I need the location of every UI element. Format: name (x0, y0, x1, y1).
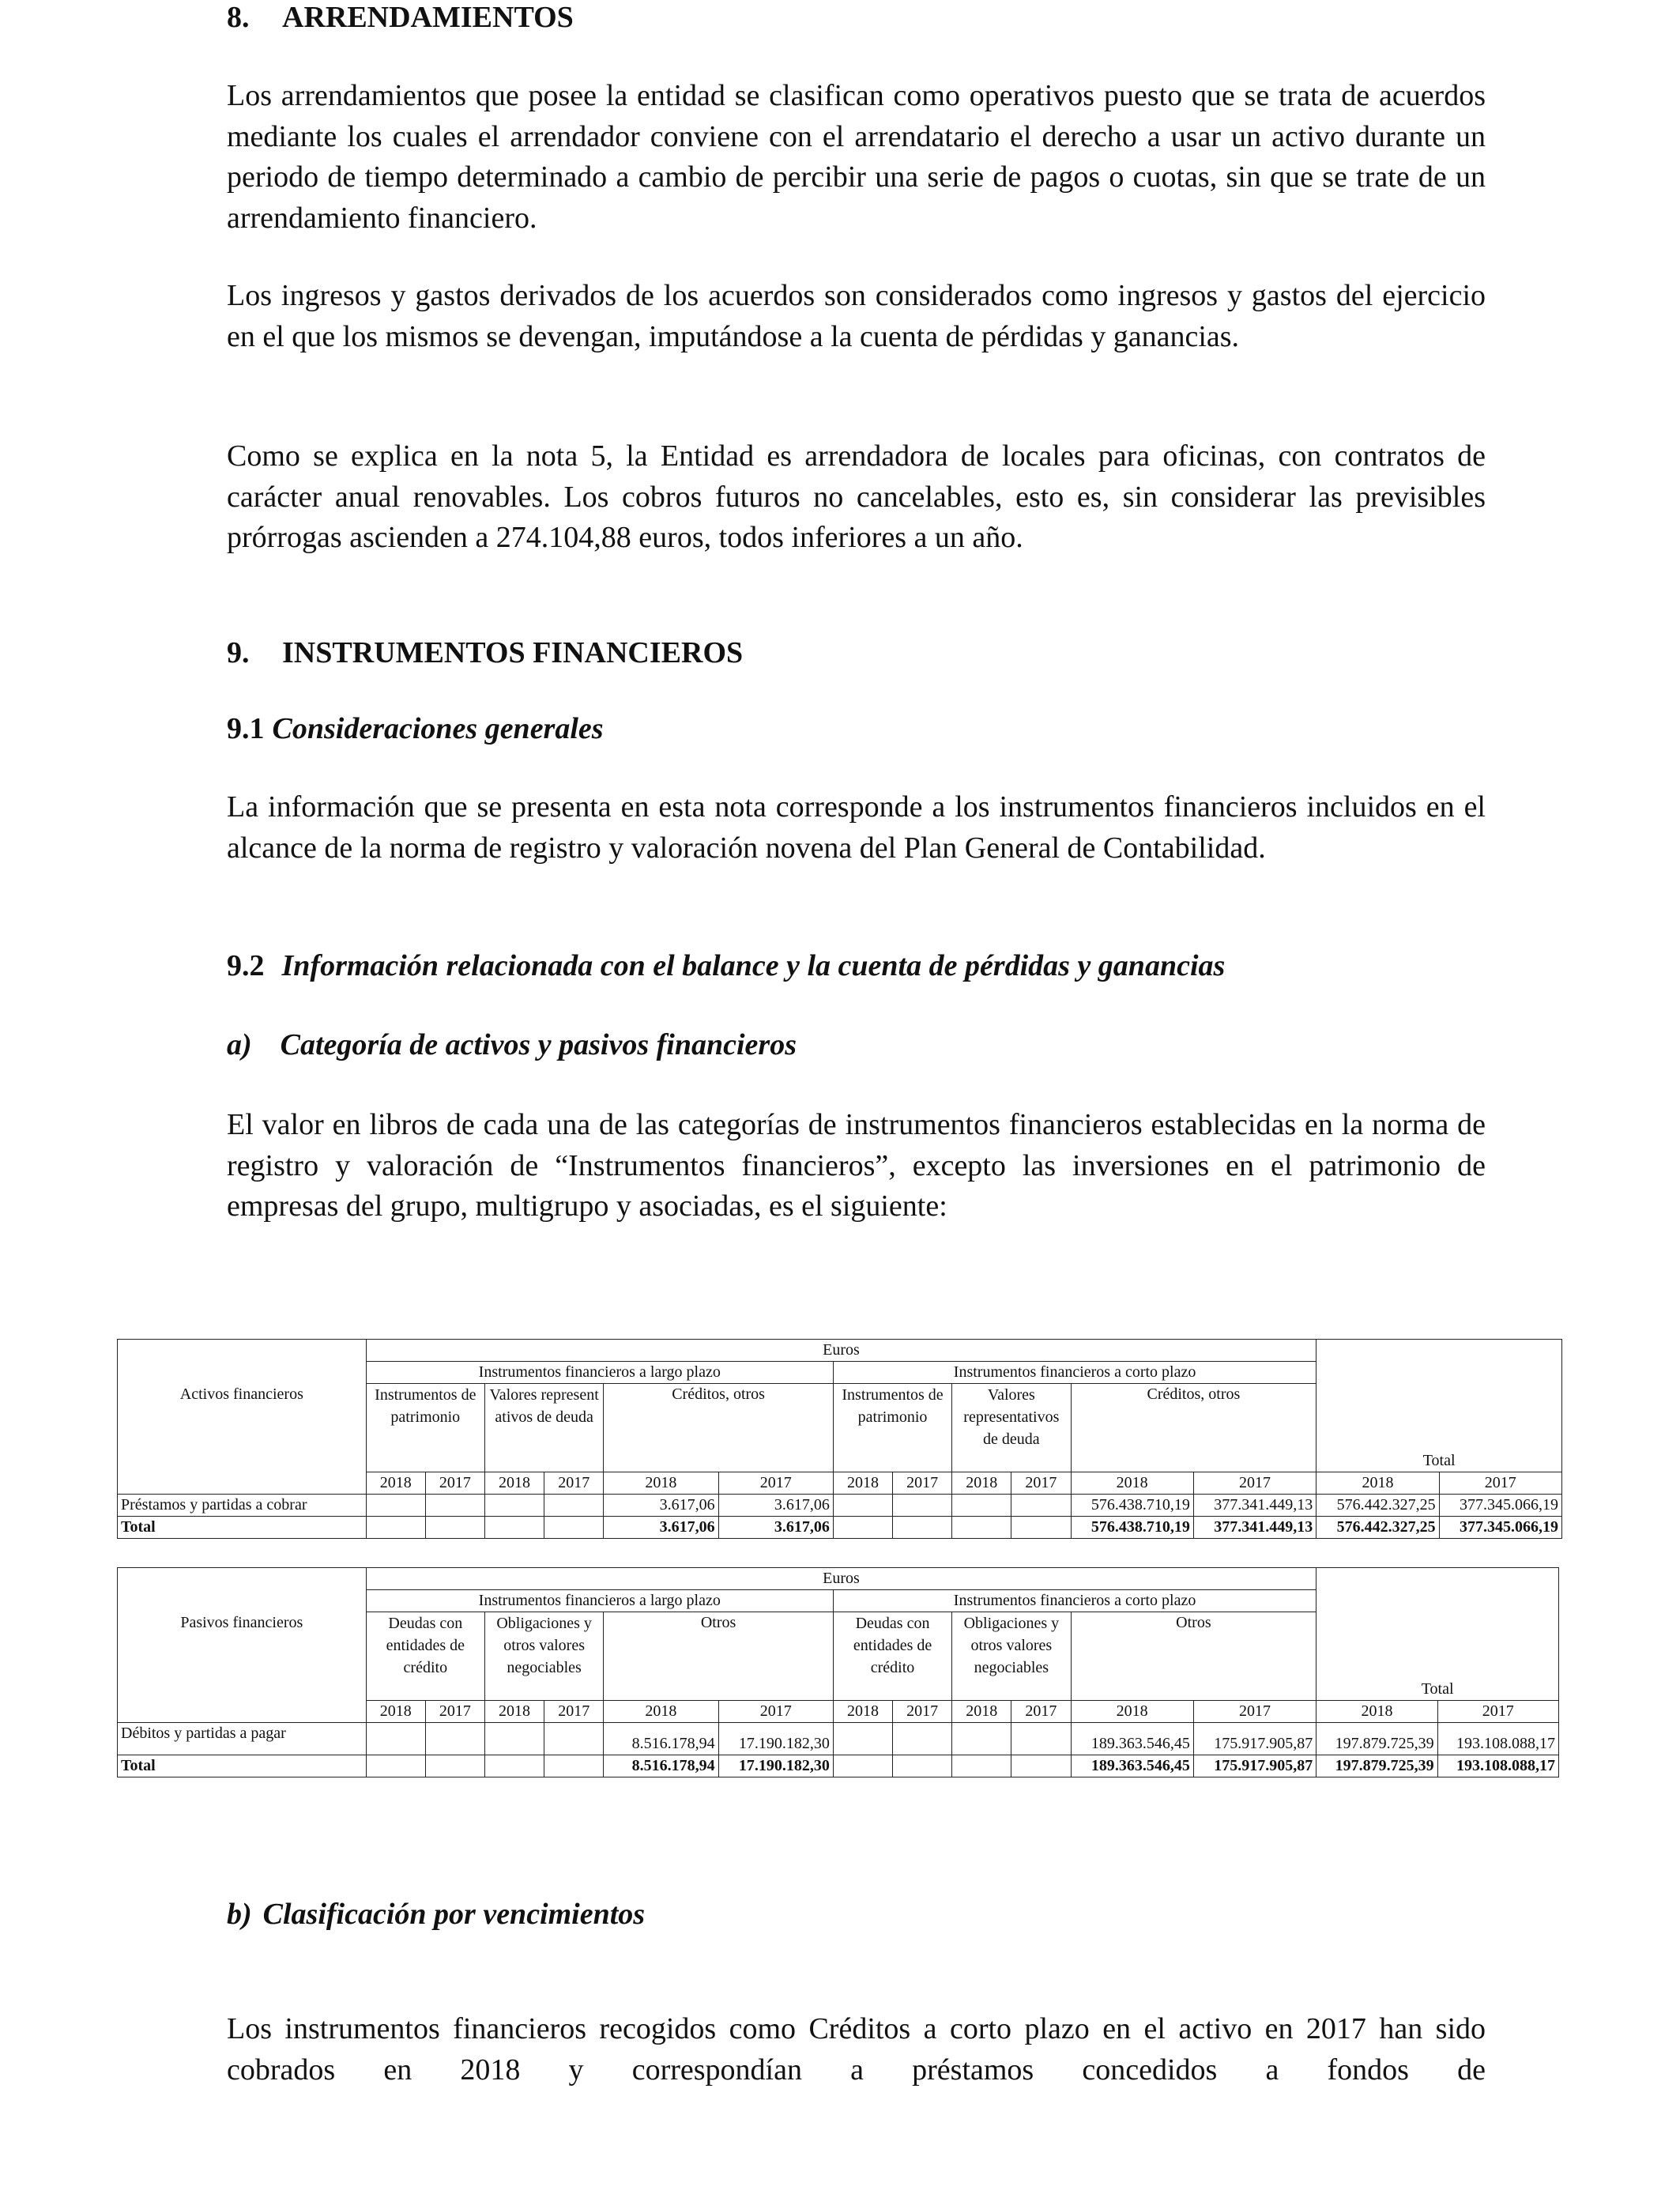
blank-cell (1317, 1340, 1562, 1362)
year-cell: 2017 (1437, 1700, 1558, 1722)
section-number: 9.2 (227, 949, 265, 982)
col-header-obligaciones-lp: Obligaciones y otros valores negociables (484, 1612, 603, 1701)
col-header-creditos-otros-lp: Créditos, otros (604, 1384, 834, 1472)
value-cell (366, 1516, 425, 1538)
year-cell: 2018 (1317, 1700, 1437, 1722)
year-cell: 2017 (893, 1472, 952, 1494)
section-title: Categoría de activos y pasivos financieros (280, 1028, 797, 1061)
blank-cell (1317, 1590, 1559, 1679)
year-cell: 2017 (1193, 1472, 1316, 1494)
year-cell: 2017 (1193, 1700, 1316, 1722)
table-total-row (118, 1755, 1559, 1777)
value-cell: 576.438.710,19 (1071, 1516, 1193, 1538)
year-cell: 2018 (366, 1700, 425, 1722)
value-cell (893, 1722, 952, 1755)
col-header-otros-lp: Otros (604, 1612, 834, 1701)
value-cell (544, 1494, 604, 1516)
col-header-obligaciones-cp: Obligaciones y otros valores negociables (952, 1612, 1071, 1701)
col-header-otros-cp: Otros (1071, 1612, 1317, 1701)
section-8-heading (227, 0, 574, 35)
paragraph-arrendamientos-1: Los arrendamientos que posee la entidad se clasifican como operativos puesto que se trata de acuerdos mediante los cuales el arrendador conviene con el arrendatario el derecho a usar un activo durante un periodo de tiempo determinado a cambio de percibir una serie de pagos o cuotas, sin que se trate de un arrendamiento financiero. (227, 79, 1486, 235)
year-cell: 2018 (952, 1472, 1011, 1494)
year-cell: 2018 (833, 1700, 892, 1722)
value-cell (1011, 1755, 1071, 1777)
row-header-cell: Pasivos financieros (118, 1568, 367, 1723)
col-header-instrumentos-patrimonio-lp: Instrumentos de patrimonio (366, 1384, 484, 1472)
value-cell: 193.108.088,17 (1437, 1755, 1558, 1777)
year-cell: 2017 (718, 1700, 833, 1722)
value-cell: 17.190.182,30 (718, 1755, 833, 1777)
value-cell (833, 1722, 892, 1755)
value-cell (425, 1494, 484, 1516)
value-cell: 197.879.725,39 (1317, 1722, 1437, 1755)
euros-header: Euros (366, 1340, 1317, 1362)
value-cell: 576.442.327,25 (1317, 1516, 1439, 1538)
col-header-total: Total (1317, 1679, 1559, 1701)
value-cell (484, 1755, 544, 1777)
year-cell: 2017 (425, 1472, 484, 1494)
value-cell: 8.516.178,94 (604, 1755, 718, 1777)
value-cell (425, 1722, 484, 1755)
blank-cell (1317, 1568, 1559, 1590)
value-cell (833, 1494, 892, 1516)
group-header-short: Instrumentos financieros a corto plazo (833, 1590, 1316, 1612)
value-cell (366, 1722, 425, 1755)
year-cell: 2018 (952, 1700, 1011, 1722)
value-cell: 189.363.546,45 (1071, 1722, 1193, 1755)
value-cell: 197.879.725,39 (1317, 1755, 1437, 1777)
value-cell (544, 1516, 604, 1538)
value-cell (1011, 1494, 1071, 1516)
year-cell: 2017 (893, 1700, 952, 1722)
paragraph-vencimientos: Los instrumentos financieros recogidos como Créditos a corto plazo en el activo en 2017 han sido cobrados en 2018 y correspondían a préstamos concedidos a fondos de (227, 2012, 1486, 2087)
year-cell: 2018 (366, 1472, 425, 1494)
year-cell: 2017 (1439, 1472, 1561, 1494)
row-label: Total (118, 1755, 367, 1777)
section-b-heading (227, 1897, 645, 1932)
year-cell: 2017 (425, 1700, 484, 1722)
value-cell: 189.363.546,45 (1071, 1755, 1193, 1777)
value-cell: 576.438.710,19 (1071, 1494, 1193, 1516)
paragraph-arrendamientos-3: Como se explica en la nota 5, la Entidad es arrendadora de locales para oficinas, con contratos de carácter anual renovables. Los cobros futuros no cancelables, esto es, sin considerar las previsibles prórrogas ascienden a 274.104,88 euros, todos inferiores a un año. (227, 439, 1486, 554)
row-header-cell: Activos financieros (118, 1340, 367, 1495)
year-cell: 2018 (484, 1700, 544, 1722)
value-cell: 3.617,06 (604, 1516, 718, 1538)
group-header-short: Instrumentos financieros a corto plazo (833, 1362, 1316, 1384)
paragraph-arrendamientos-2: Los ingresos y gastos derivados de los acuerdos son considerados como ingresos y gastos del ejercicio en el que los mismos se devengan, imputándose a la cuenta de pérdidas y ganancias. (227, 279, 1486, 353)
year-cell: 2018 (1317, 1472, 1439, 1494)
group-header-long: Instrumentos financieros a largo plazo (366, 1362, 833, 1384)
row-label: Débitos y partidas a pagar (118, 1722, 367, 1755)
value-cell (893, 1516, 952, 1538)
year-cell: 2018 (1071, 1472, 1193, 1494)
table-row (118, 1722, 1559, 1755)
value-cell: 8.516.178,94 (604, 1722, 718, 1755)
year-cell: 2018 (833, 1472, 892, 1494)
row-label: Préstamos y partidas a cobrar (118, 1494, 367, 1516)
value-cell: 377.341.449,13 (1193, 1494, 1316, 1516)
section-number: b) (227, 1898, 252, 1931)
value-cell (484, 1722, 544, 1755)
year-cell: 2018 (1071, 1700, 1193, 1722)
col-header-total: Total (1317, 1450, 1562, 1472)
value-cell: 377.341.449,13 (1193, 1516, 1316, 1538)
value-cell (544, 1722, 604, 1755)
group-header-long: Instrumentos financieros a largo plazo (366, 1590, 833, 1612)
section-title: Clasificación por vencimientos (262, 1898, 646, 1931)
value-cell: 17.190.182,30 (718, 1722, 833, 1755)
value-cell (893, 1494, 952, 1516)
year-cell: 2017 (1011, 1700, 1071, 1722)
col-header-valores-deuda-cp: Valores representativos de deuda (952, 1384, 1071, 1472)
year-cell: 2018 (604, 1700, 718, 1722)
year-cell: 2018 (484, 1472, 544, 1494)
paragraph-valor-libros: El valor en libros de cada una de las categorías de instrumentos financieros establecidas en la norma de registro y valoración de “Instrumentos financieros”, excepto las inversiones en el patrimonio de empresas del grupo, multigrupo y asociadas, es el siguiente: (227, 1108, 1486, 1223)
row-label: Total (118, 1516, 367, 1538)
value-cell (952, 1494, 1011, 1516)
value-cell: 175.917.905,87 (1193, 1755, 1316, 1777)
section-number: 9. (227, 636, 250, 669)
col-header-deudas-credito-cp: Deudas con entidades de crédito (833, 1612, 951, 1701)
table-row (118, 1494, 1562, 1516)
value-cell: 576.442.327,25 (1317, 1494, 1439, 1516)
value-cell (366, 1755, 425, 1777)
value-cell (952, 1722, 1011, 1755)
value-cell: 3.617,06 (718, 1516, 833, 1538)
pasivos-financieros-table (117, 1567, 1559, 1777)
value-cell (893, 1755, 952, 1777)
col-header-deudas-credito-lp: Deudas con entidades de crédito (366, 1612, 484, 1701)
section-title: INSTRUMENTOS FINANCIEROS (282, 636, 744, 669)
section-title: Consideraciones generales (272, 712, 604, 745)
value-cell (484, 1494, 544, 1516)
value-cell (544, 1755, 604, 1777)
col-header-creditos-otros-cp: Créditos, otros (1071, 1384, 1317, 1472)
value-cell: 3.617,06 (604, 1494, 718, 1516)
section-9-2-heading (227, 948, 1225, 983)
value-cell (484, 1516, 544, 1538)
section-9-1-heading (227, 711, 604, 746)
value-cell (425, 1755, 484, 1777)
year-cell: 2017 (1011, 1472, 1071, 1494)
value-cell: 377.345.066,19 (1439, 1516, 1561, 1538)
value-cell (425, 1516, 484, 1538)
value-cell: 3.617,06 (718, 1494, 833, 1516)
value-cell (833, 1755, 892, 1777)
euros-header: Euros (366, 1568, 1317, 1590)
value-cell (1011, 1516, 1071, 1538)
section-number: 8. (227, 1, 250, 34)
year-cell: 2018 (604, 1472, 718, 1494)
year-cell: 2017 (718, 1472, 833, 1494)
value-cell (833, 1516, 892, 1538)
section-number: a) (227, 1028, 252, 1061)
col-header-instrumentos-patrimonio-cp: Instrumentos de patrimonio (833, 1384, 951, 1472)
value-cell (952, 1516, 1011, 1538)
blank-cell (1317, 1362, 1562, 1450)
value-cell: 377.345.066,19 (1439, 1494, 1561, 1516)
section-title: ARRENDAMIENTOS (282, 1, 574, 34)
section-title: Información relacionada con el balance y la cuenta de pérdidas y ganancias (281, 949, 1226, 982)
paragraph-consideraciones: La información que se presenta en esta nota corresponde a los instrumentos financieros incluidos en el alcance de la norma de registro y valoración novena del Plan General de Contabilidad. (227, 790, 1486, 865)
table-total-row (118, 1516, 1562, 1538)
section-a-heading (227, 1027, 797, 1062)
year-cell: 2017 (544, 1700, 604, 1722)
value-cell: 175.917.905,87 (1193, 1722, 1316, 1755)
value-cell (952, 1755, 1011, 1777)
year-cell: 2017 (544, 1472, 604, 1494)
value-cell (1011, 1722, 1071, 1755)
section-9-heading (227, 635, 743, 670)
activos-financieros-table (117, 1339, 1562, 1539)
section-number: 9.1 (227, 712, 265, 745)
value-cell (366, 1494, 425, 1516)
value-cell: 193.108.088,17 (1437, 1722, 1558, 1755)
col-header-valores-deuda-lp: Valores representativos de deuda (484, 1384, 603, 1472)
